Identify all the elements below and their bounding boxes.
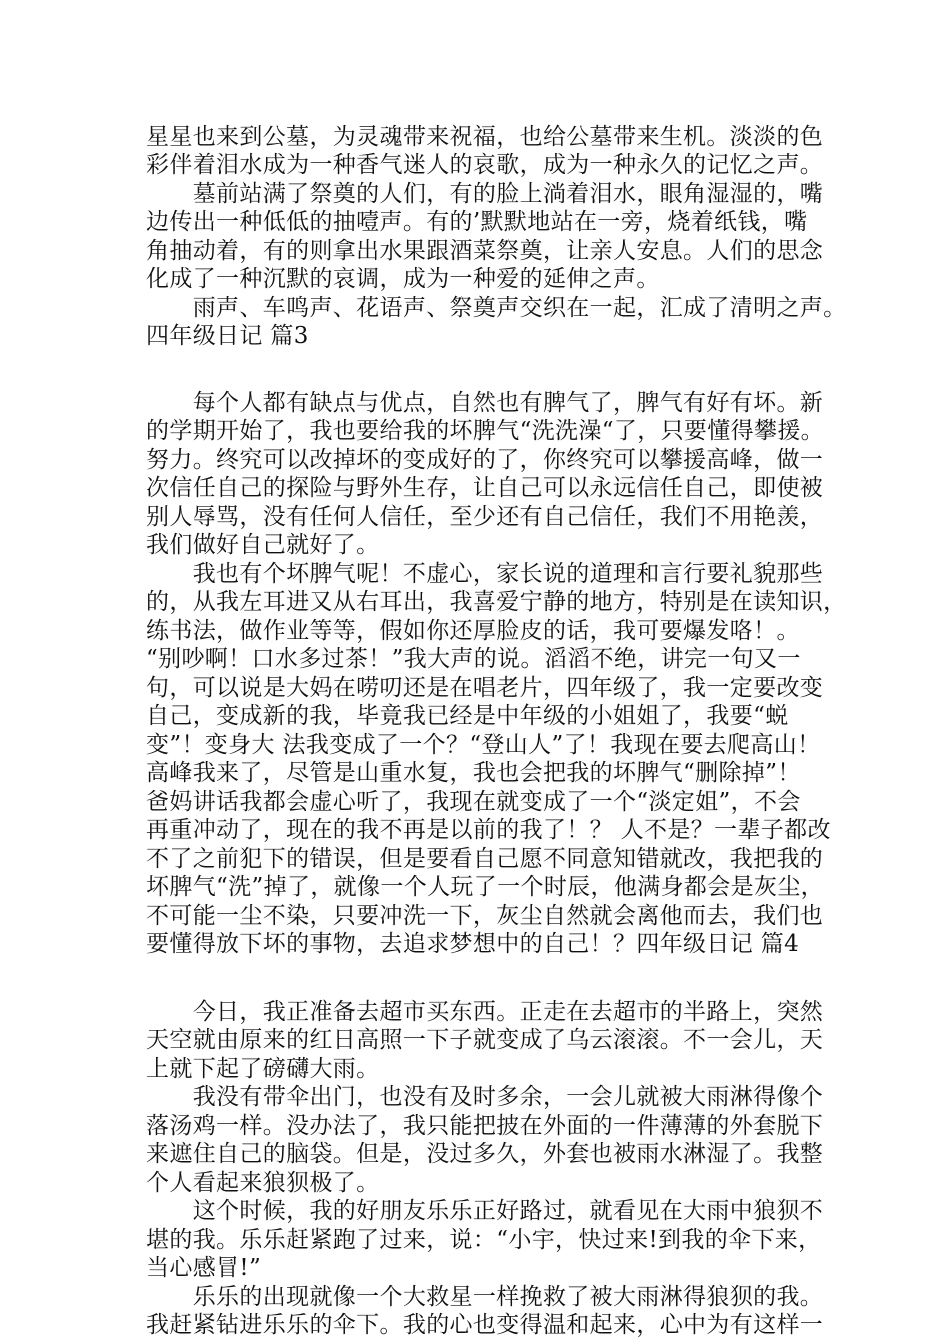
text-line: 不可能一尘不染，只要冲洗一下，灰尘自然就会离他而去，我们也 — [146, 902, 824, 929]
text-line: 爸妈讲话我都会虚心听了，我现在就变成了一个“淡定姐”，不会 — [146, 788, 801, 815]
text-line: 墓前站满了祭奠的人们，有的脸上淌着泪水，眼角湿湿的，嘴 — [146, 180, 824, 207]
text-line: 再重冲动了，现在的我不再是以前的我了！？ 人不是？一辈子都改 — [146, 817, 831, 844]
text-line: 我没有带伞出门，也没有及时多余，一会儿就被大雨淋得像个 — [146, 1084, 824, 1111]
text-line: 边传出一种低低的抽噎声。有的’默默地站在一旁，烧着纸钱，嘴 — [146, 209, 808, 236]
text-line: 个人看起来狼狈极了。 — [146, 1169, 380, 1196]
text-line: 彩伴着泪水成为一种香气迷人的哀歌，成为一种永久的记忆之声。 — [146, 152, 824, 179]
text-line: 变”！变身大 法我变成了一个？“登山人”了！我现在要去爬高山！ — [146, 731, 821, 758]
text-line: 落汤鸡一样。没办法了，我只能把披在外面的一件薄薄的外套脱下 — [146, 1112, 824, 1139]
text-line: “别吵啊！口水多过茶！”我大声的说。滔滔不绝，讲完一句又一 — [146, 646, 801, 673]
text-line: 天空就由原来的红日高照一下子就变成了乌云滚滚。不一会儿，天 — [146, 1027, 824, 1054]
text-line: 我赶紧钻进乐乐的伞下。我的心也变得温和起来，心中为有这样一 — [146, 1312, 824, 1338]
text-line: 练书法，做作业等等，假如你还厚脸皮的话，我可要爆发咯！。 — [146, 617, 800, 644]
text-line: 今日，我正准备去超市买东西。正走在去超市的半路上，突然 — [146, 998, 824, 1025]
text-line: 堪的我。乐乐赶紧跑了过来，说：“小宇，快过来!到我的伞下来， — [146, 1226, 822, 1253]
text-line: 的，从我左耳进又从右耳出，我喜爱宁静的地方，特别是在读知识， — [146, 589, 847, 616]
text-line: 努力。终究可以改掉坏的变成好的了，你终究可以攀援高峰，做一 — [146, 446, 824, 473]
text-line: 不了之前犯下的错误，但是要看自己愿不同意知错就改，我把我的 — [146, 845, 824, 872]
text-line: 次信任自己的探险与野外生存，让自己可以永远信任自己，即使被 — [146, 475, 824, 502]
text-line: 角抽动着，有的则拿出水果跟酒菜祭奠，让亲人安息。人们的思念 — [146, 237, 824, 264]
text-line: 自己，变成新的我，毕竟我已经是中年级的小姐姐了，我要“蜕 — [146, 703, 789, 730]
text-line: 句，可以说是大妈在唠叨还是在唱老片，四年级了，我一定要改变 — [146, 674, 824, 701]
text-line: 化成了一种沉默的哀调，成为一种爱的延伸之声。 — [146, 266, 660, 293]
text-line: 的学期开始了，我也要给我的坏脾气“洗洗澡“了，只要懂得攀援。 — [146, 418, 825, 445]
text-line: 高峰我来了，尽管是山重水复，我也会把我的坏脾气“删除掉”！ — [146, 760, 801, 787]
text-line: 坏脾气“洗”掉了，就像一个人玩了一个时辰，他满身都会是灰尘， — [146, 874, 825, 901]
text-line: 我也有个坏脾气呢！不虚心，家长说的道理和言行要礼貌那些 — [146, 560, 824, 587]
section-heading: 四年级日记 篇3 — [146, 323, 309, 350]
text-line: 这个时候，我的好朋友乐乐正好路过，就看见在大雨中狼狈不 — [146, 1198, 824, 1225]
text-line: 雨声、车鸣声、花语声、祭奠声交织在一起，汇成了清明之声。 — [146, 294, 847, 321]
text-line: 每个人都有缺点与优点，自然也有脾气了，脾气有好有坏。新 — [146, 389, 824, 416]
text-line: 要懂得放下坏的事物，去追求梦想中的自己！？四年级日记 篇4 — [146, 931, 800, 958]
text-line: 来遮住自己的脑袋。但是，没过多久，外套也被雨水淋湿了。我整 — [146, 1141, 824, 1168]
text-line: 我们做好自己就好了。 — [146, 532, 380, 559]
text-line: 乐乐的出现就像一个大救星一样挽救了被大雨淋得狼狈的我。 — [146, 1283, 824, 1310]
text-line: 上就下起了磅礴大雨。 — [146, 1055, 380, 1082]
text-line: 别人辱骂，没有任何人信任，至少还有自己信任，我们不用艳羡， — [146, 503, 824, 530]
text-line: 当心感冒!” — [146, 1255, 262, 1282]
text-line: 星星也来到公墓，为灵魂带来祝福，也给公墓带来生机。淡淡的色 — [146, 124, 824, 150]
